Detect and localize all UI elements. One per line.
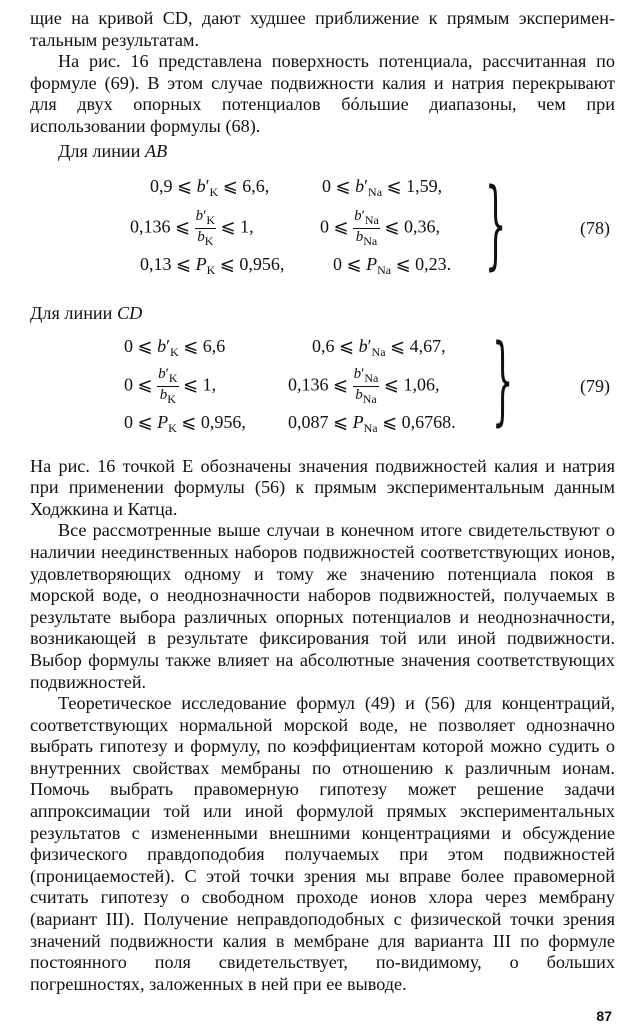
eq79-row1a: 0 ⩽ $b'_K$ ⩽ 6,6: [124, 335, 226, 359]
line-ab-prefix: Для линии: [58, 140, 141, 161]
page-number: 87: [596, 1008, 612, 1024]
eq78-row3b: 0 ⩽ $P_{Na}$ ⩽ 0,23.: [333, 253, 452, 277]
paragraph-3: На рис. 16 точкой E обозначены значения подвижностей калия и натрия при применении формулы (56) к прямым экспериментальным данным Ходжкина и Катца.: [30, 455, 615, 519]
line-cd-prefix: Для линии: [30, 302, 113, 323]
line-ab-name: AB: [144, 140, 168, 161]
page-body: [30, 8, 615, 995]
eq79-row1b: 0,6 ⩽ $b'_{Na}$ ⩽ 4,67,: [312, 335, 446, 359]
equation-79: [30, 323, 615, 450]
line-cd-heading: [30, 302, 615, 324]
line-ab-heading: [30, 140, 615, 162]
paragraph-5: Теоретическое исследование формул (49) и (56) для концентраций, соответствующих нормальной морской воде, не позволяет однозначно выбрать гипотезу и формулу, по коэффициентам которой можно судить о внутренних свойствах мембраны по отношению к различным ионам. Помочь выбрать правомерную гипотезу может решение задачи аппроксимации той или иной формулой прямых экспериментальных результатов с измененными внешними концентрациями и обсуждение физического правдоподобия получаемых при этом подвижностей (проницаемостей). С этой точки зрения мы вправе более правомерной считать гипотезу о свободном проходе ионов хлора через мембрану (вариант III). Получение неправдоподобных с физической точки зрения значений подвижности калия в мембране для варианта III по формуле постоянного поля свидетельствует, по-видимому, о больших погрешностях, заложенных в ней при ее выводе.: [30, 693, 615, 994]
eq78-row2b: 0 ⩽ $\frac{b'_{Na}}{b_{Na}}$ ⩽ 0,36,: [320, 207, 440, 248]
eq79-number: (79): [580, 375, 610, 396]
eq79-row3a: 0 ⩽ $P_K$ ⩽ 0,956,: [124, 411, 246, 435]
eq78-row1b: 0 ⩽ $b'_{Na}$ ⩽ 1,59,: [322, 175, 443, 199]
line-cd-name: CD: [116, 302, 143, 323]
eq78-row2a: 0,136 ⩽ $\frac{b'_K}{b_K}$ ⩽ 1,: [130, 207, 254, 248]
eq79-brace: }: [492, 323, 514, 436]
eq79-row2a: 0 ⩽ $\frac{b'_K}{b_K}$ ⩽ 1,: [124, 365, 217, 406]
eq78-number: (78): [580, 217, 610, 238]
equation-78: [30, 168, 615, 296]
eq78-row3a: 0,13 ⩽ $P_K$ ⩽ 0,956,: [140, 253, 285, 277]
paragraph-4: Все рассмотренные выше случаи в конечном итоге свидетельствуют о наличии неединственных наборов подвижностей соответствующих ионов, удовлетворяющих одному и тому же значению потенциала покоя в морской воде, о неоднозначности наборов подвижностей, получаемых в результате выбора различных опорных потенциалов и неоднозначности, возникающей в результате фиксирования той или иной подвижности. Выбор формулы также влияет на абсолютные значения соответствующих подвижностей.: [30, 520, 615, 692]
paragraph-2: На рис. 16 представлена поверхность потенциала, рассчитанная по формуле (69). В этом случае подвижности калия и натрия перекрывают для двух опорных потенциалов бóльшие диапазоны, чем при использовании формулы (68).: [30, 51, 615, 136]
eq79-row2b: 0,136 ⩽ $\frac{b'_{Na}}{b_{Na}}$ ⩽ 1,06,: [288, 365, 440, 406]
eq79-row3b: 0,087 ⩽ $P_{Na}$ ⩽ 0,6768.: [288, 411, 456, 435]
paragraph-1: щие на кривой CD, дают худшее приближение к прямым экспериментальным результатам.: [30, 8, 615, 50]
eq78-row1a: 0,9 ⩽ $b'_K$ ⩽ 6,6,: [150, 175, 270, 199]
eq78-brace: }: [485, 167, 507, 280]
